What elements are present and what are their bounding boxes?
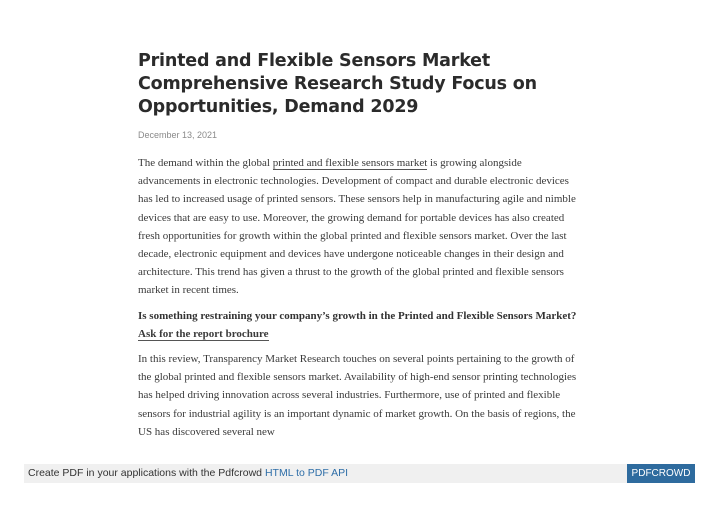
pdf-footer-bar [24, 464, 695, 483]
article [138, 50, 583, 441]
brochure-callout-text: Is something restraining your company’s growth in the Printed and Flexible Sensors Market? [138, 309, 577, 322]
paragraph-intro-text-end: is growing alongside advancements in electronic technologies. Development of compact and durable electronic devices has led to increased usage of printed sensors. These sensors help in manufacturing agile and nimble devices that are easy to use. Moreover, the growing demand for portable devices has also created fresh opportunities for growth within the global printed and flexible sensors market. Over the last decade, electronic equipment and devices have undergone noticeable changes in their design and architecture. This trend has given a thrust to the growth of the global printed and flexible sensors market in recent times. [138, 157, 576, 297]
brochure-callout [138, 307, 583, 343]
publish-date: December 13, 2021 [138, 130, 218, 140]
html-to-pdf-api-link[interactable]: HTML to PDF API [264, 467, 348, 479]
market-link[interactable]: printed and flexible sensors market [272, 157, 428, 169]
footer-label: Create PDF in your applications with the Pdfcrowd [28, 467, 265, 479]
pdfcrowd-button[interactable]: PDFCROWD [627, 464, 695, 483]
paragraph-intro [138, 154, 583, 300]
article-title: Printed and Flexible Sensors Market Comprehensive Research Study Focus on Opportunities, Demand 2029 [138, 51, 537, 117]
brochure-link[interactable]: Ask for the report brochure [138, 327, 269, 340]
paragraph-review: In this review, Transparency Market Research touches on several points pertaining to the growth of the global printed and flexible sensors market. Availability of high-end sensor printing technologies has helped driving innovation across several industries. Furthermore, use of printed and flexible sensors for industrial agility is an important dynamic of market growth. On the basis of regions, the US has discovered several new [138, 353, 577, 438]
paragraph-intro-text-start: The demand within the global [138, 157, 273, 169]
footer-text [28, 467, 348, 479]
